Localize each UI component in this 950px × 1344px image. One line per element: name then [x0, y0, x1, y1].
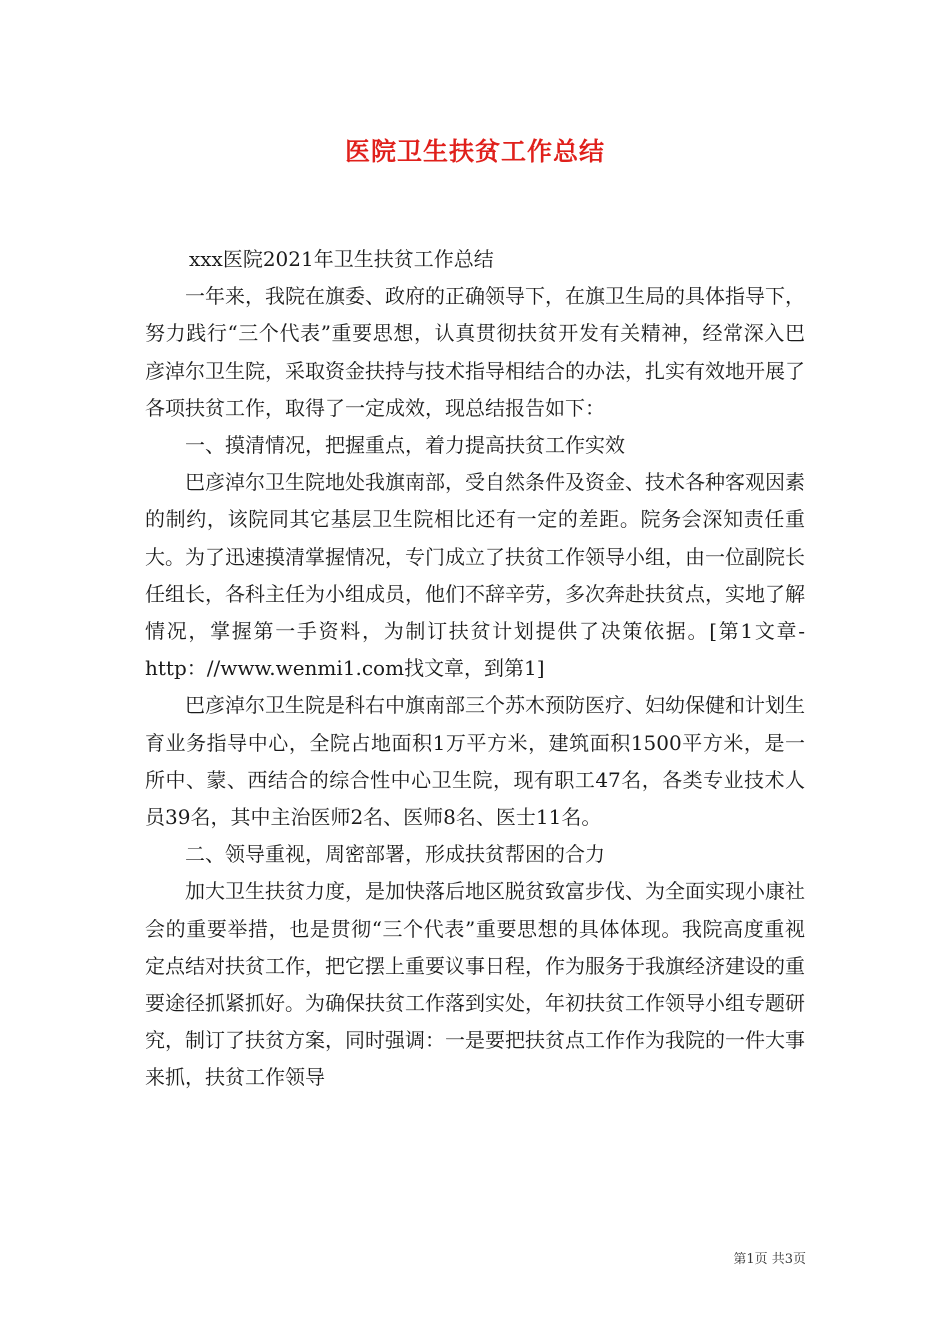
paragraph-section-1-b: 巴彦淖尔卫生院是科右中旗南部三个苏木预防医疗、妇幼保健和计划生育业务指导中心，全院占地面积1万平方米，建筑面积1500平方米，是一所中、蒙、西结合的综合性中心卫生院，现有职工47名，各类专业技术人员39名，其中主治医师2名、医师8名、医士11名。 — [145, 693, 805, 830]
section-heading-1: 一、摸清情况，把握重点，着力提高扶贫工作实效 — [185, 433, 625, 458]
section-heading-2: 二、领导重视，周密部署，形成扶贫帮困的合力 — [185, 842, 605, 867]
paragraph-section-2-a: 加大卫生扶贫力度，是加快落后地区脱贫致富步伐、为全面实现小康社会的重要举措，也是贯彻“三个代表”重要思想的具体体现。我院高度重视定点结对扶贫工作，把它摆上重要议事日程，作为服务于我旗经济建设的重要途径抓紧抓好。为确保扶贫工作落到实处，年初扶贫工作领导小组专题研究，制订了扶贫方案，同时强调：一是要把扶贫点工作作为我院的一件大事来抓，扶贫工作领导 — [145, 879, 805, 1090]
paragraph-section-1-a: 巴彦淖尔卫生院地处我旗南部，受自然条件及资金、技术各种客观因素的制约，该院同其它基层卫生院相比还有一定的差距。院务会深知责任重大。为了迅速摸清掌握情况，专门成立了扶贫工作领导小组，由一位副院长任组长，各科主任为小组成员，他们不辞辛劳，多次奔赴扶贫点，实地了解情况，掌握第一手资料，为制订扶贫计划提供了决策依据。[第1文章-http：//www.wenmi1.com找文章，到第1] — [145, 470, 805, 681]
page-number: 第1页 共3页 — [733, 1252, 806, 1267]
document-subtitle: xxx医院2021年卫生扶贫工作总结 — [189, 247, 494, 271]
document-body — [145, 241, 805, 1097]
paragraph-intro: 一年来，我院在旗委、政府的正确领导下，在旗卫生局的具体指导下，努力践行“三个代表”重要思想，认真贯彻扶贫开发有关精神，经常深入巴彦淖尔卫生院，采取资金扶持与技术指导相结合的办法，扎实有效地开展了各项扶贫工作，取得了一定成效，现总结报告如下： — [145, 284, 805, 420]
page-title: 医院卫生扶贫工作总结 — [344, 137, 605, 166]
